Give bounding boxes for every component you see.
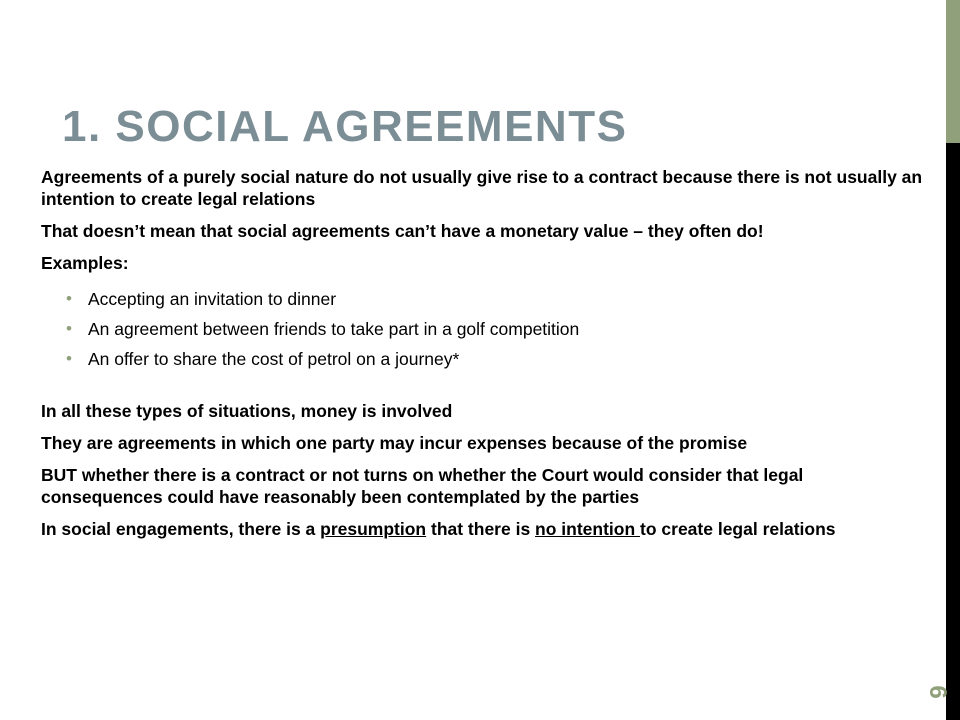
examples-list — [41, 288, 926, 370]
paragraph-court: BUT whether there is a contract or not turns on whether the Court would consider that legal consequences could have reasonably been contemplated by the parties — [41, 465, 804, 507]
example-text: Accepting an invitation to dinner — [88, 289, 337, 309]
list-item — [66, 288, 926, 310]
list-item — [66, 348, 926, 370]
example-text: An offer to share the cost of petrol on a journey* — [88, 349, 460, 369]
paragraph-monetary: That doesn’t mean that social agreements can’t have a monetary value – they often do! — [41, 221, 764, 241]
paragraph-intro: Agreements of a purely social nature do not usually give rise to a contract because there is not usually an intention to create legal relations — [41, 167, 923, 209]
example-text: An agreement between friends to take part in a golf competition — [88, 319, 580, 339]
list-item — [66, 318, 926, 340]
slide-title: 1. SOCIAL AGREEMENTS — [62, 102, 628, 151]
paragraph-presumption — [41, 518, 926, 540]
spacer — [41, 378, 926, 400]
page-number: 6 — [924, 685, 951, 699]
bullet-icon: • — [66, 349, 72, 368]
paragraph-money-involved: In all these types of situations, money is involved — [41, 401, 453, 421]
side-bar — [946, 143, 960, 720]
presumption-text-1: In social engagements, there is a — [41, 519, 321, 539]
examples-label: Examples: — [41, 253, 129, 273]
accent-bar — [946, 0, 960, 143]
bullet-icon: • — [66, 289, 72, 308]
no-intention-underline: no intention — [535, 519, 641, 539]
presumption-underline: presumption — [320, 519, 427, 539]
paragraph-expenses: They are agreements in which one party may incur expenses because of the promise — [41, 433, 748, 453]
presumption-text-3: to create legal relations — [640, 519, 836, 539]
presumption-text-2: that there is — [426, 519, 536, 539]
bullet-icon: • — [66, 319, 72, 338]
slide-body — [41, 166, 926, 550]
